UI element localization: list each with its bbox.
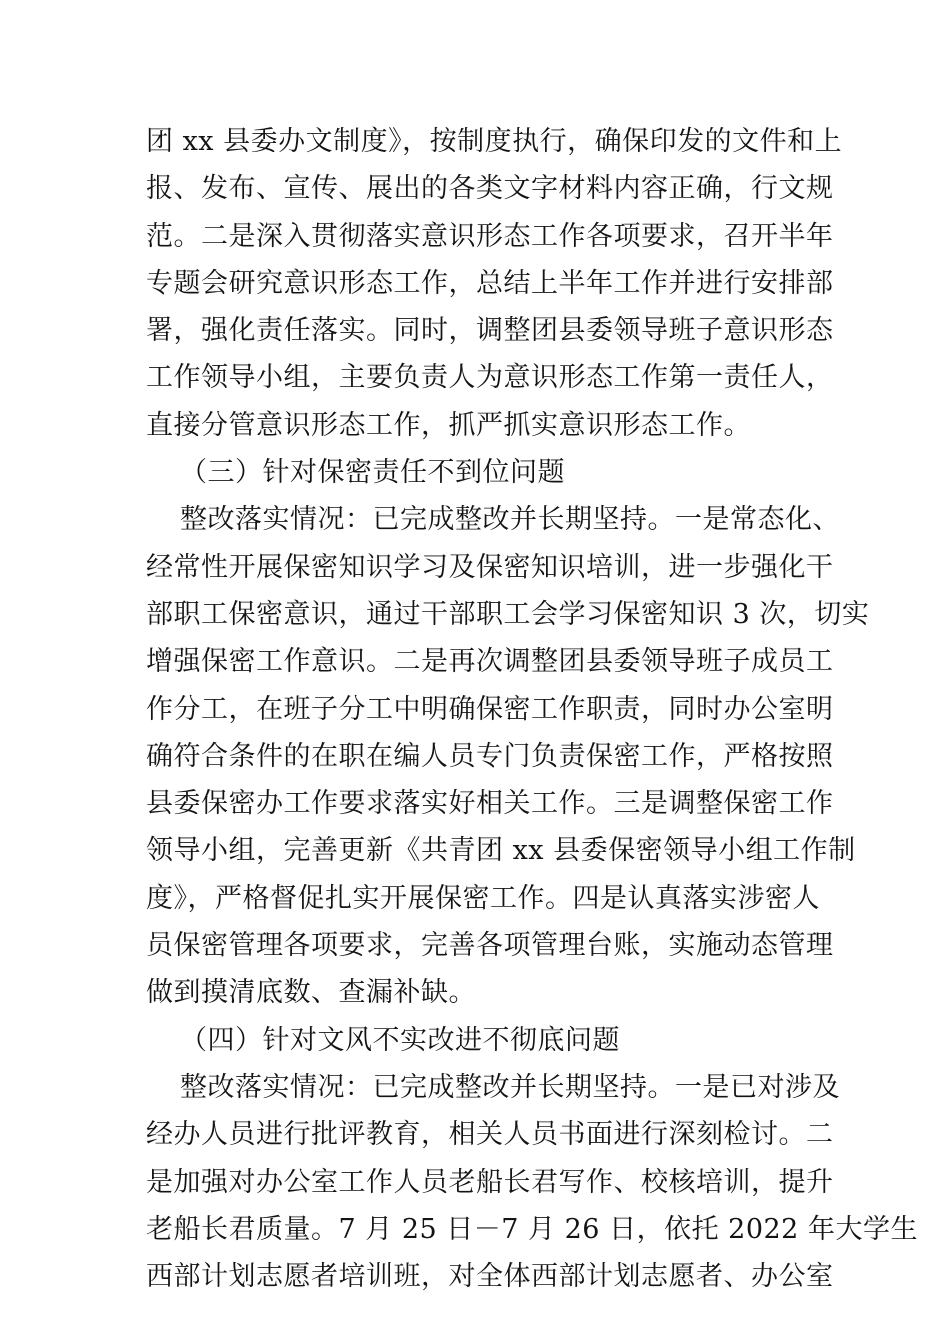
paragraph-line: 经办人员进行批评教育，相关人员书面进行深刻检讨。二: [146, 1119, 834, 1151]
paragraph-line: 度》，严格督促扎实开展保密工作。四是认真落实涉密人: [146, 882, 820, 914]
paragraph-line: 报、发布、宣传、展出的各类文字材料内容正确，行文规: [146, 173, 834, 205]
paragraph-line: 县委保密办工作要求落实好相关工作。三是调整保密工作: [146, 788, 834, 820]
paragraph-line: 增强保密工作意识。二是再次调整团县委领导班子成员工: [146, 646, 834, 678]
paragraph-line: 作分工，在班子分工中明确保密工作职责，同时办公室明: [146, 693, 834, 725]
paragraph-line: 范。二是深入贯彻落实意识形态工作各项要求，召开半年: [146, 220, 834, 252]
paragraph-line: 做到摸清底数、查漏补缺。: [146, 977, 476, 1009]
paragraph-line: 直接分管意识形态工作，抓严抓实意识形态工作。: [146, 409, 751, 441]
paragraph-line: 是加强对办公室工作人员老船长君写作、校核培训，提升: [146, 1166, 834, 1198]
section-heading-3: （三）针对保密责任不到位问题: [180, 457, 565, 489]
paragraph-line: 署，强化责任落实。同时，调整团县委领导班子意识形态: [146, 315, 834, 347]
paragraph-line: 整改落实情况：已完成整改并长期坚持。一是已对涉及: [180, 1071, 840, 1103]
paragraph-line: 领导小组，完善更新《共青团 xx 县委保密领导小组工作制: [146, 835, 856, 867]
paragraph-line: 团 xx 县委办文制度》，按制度执行，确保印发的文件和上: [146, 126, 843, 157]
section-heading-4: （四）针对文风不实改进不彻底问题: [180, 1024, 620, 1056]
paragraph-line: 专题会研究意识形态工作，总结上半年工作并进行安排部: [146, 267, 834, 299]
document-body: [146, 118, 918, 1300]
paragraph-line: 确符合条件的在职在编人员专门负责保密工作，严格按照: [146, 740, 834, 772]
paragraph-line: 部职工保密意识，通过干部职工会学习保密知识 3 次，切实: [146, 598, 870, 630]
paragraph-line: 西部计划志愿者培训班，对全体西部计划志愿者、办公室: [146, 1261, 834, 1293]
paragraph-line: 员保密管理各项要求，完善各项管理台账，实施动态管理: [146, 930, 834, 962]
paragraph-line: 老船长君质量。7 月 25 日－7 月 26 日，依托 2022 年大学生: [146, 1213, 918, 1245]
paragraph-line: 整改落实情况：已完成整改并长期坚持。一是常态化、: [180, 504, 840, 536]
paragraph-line: 工作领导小组，主要负责人为意识形态工作第一责任人，: [146, 362, 834, 394]
paragraph-line: 经常性开展保密知识学习及保密知识培训，进一步强化干: [146, 551, 834, 583]
